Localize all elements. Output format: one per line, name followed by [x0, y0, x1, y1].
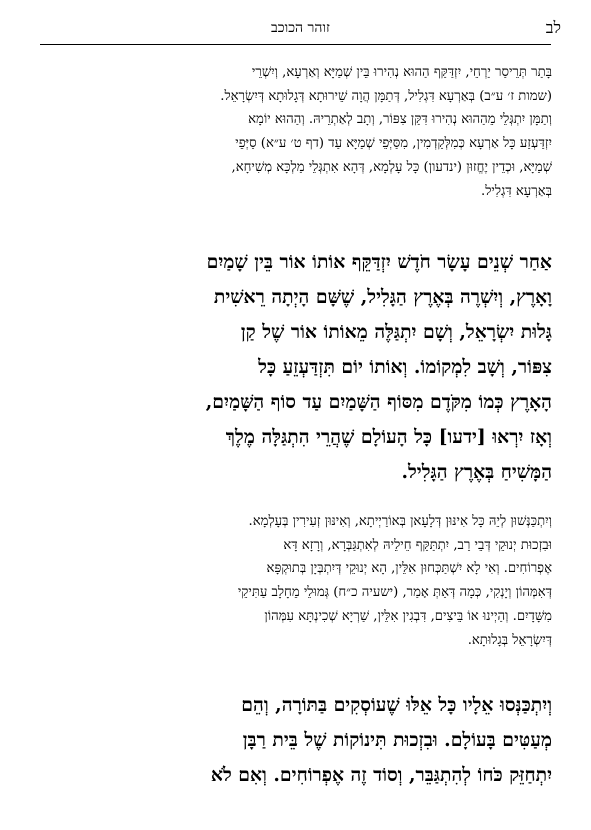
book-title: זוהר הכוכב	[271, 20, 330, 36]
text-line: בְּאַרְעָא דִּגְלִיל.	[481, 183, 552, 199]
text-line: וְיִתְכַּנְּשׁוּן לְיֵהּ כָּל אִינּוּן דְּלָעָאן בְּאוֹרַיְיתָא, וְאִינּוּן זְעִירִין בְּעָלְמָא.	[248, 514, 552, 529]
text-line: וְתַמָּן יִתְגְּלֵי מֵהַהוּא נְהִירוּ דִּקַּן צִפּוֹר, וְתָב לְאַתְרֵיהּ. וְהַהוּא יוֹמָא	[248, 112, 552, 128]
text-line: דְּיִשְׂרָאֵל בְּגָלוּתָא.	[467, 632, 552, 648]
text-line: וְאָז יִרְאוּ [ידעו] כָּל הָעוֹלָם שֶׁהֲרֵי הִתְגַּלָּה מֶלֶךְ	[225, 426, 552, 448]
text-line: בָּתַר תְּרֵיסַר יַרְחֵי, יִזְדַּקַּף הַהוּא נְהִירוּ בֵּין שְׁמַיָּא וְאַרְעָא, וְיִשְׁרֵי	[251, 65, 552, 80]
text-line: דְּאִמְּהוֹן וְיָנְקִי, כְּמָה דְּאַתְּ אָמַר, (ישעיה כ״ח) גְּמוּלֵי מֵחָלָב עַתִּיקֵי	[237, 585, 552, 601]
page-number: לב	[545, 18, 561, 37]
aramaic-paragraph-1	[40, 61, 552, 203]
text-line: אֶפְרוֹחִים. וְאִי לָא יִשְׁתַּכְּחוּן אִלֵּין, הָא יְנוּקֵי דְּיִתְבְּיָן בְּתוּקְפָּא	[266, 561, 552, 577]
text-line: מְעַטִּים בָּעוֹלָם. וּבִזְכוּת תִּינוֹקוֹת שֶׁל בֵּית רַבָּן	[242, 729, 552, 751]
text-line: צִפּוֹר, וְשָׁב לִמְקוֹמוֹ. וְאוֹתוֹ יוֹם תִּזְדַּעְזֵעַ כָּל	[258, 356, 552, 378]
hebrew-paragraph-1	[40, 245, 552, 490]
text-line: וּבִזְכוּת יְנוּקֵי דְּבֵי רַב, יִתְתַּקַּף חֵילֵיהּ לְאִתְגַּבְּרָא, וְרָזָא דָּא	[283, 537, 552, 553]
text-line: שְׁמַיָּא, וּכְדֵין יֶחֱזוּן (ינדעון) כָּל עָלְמָא, דְּהָא אִתְגְּלֵי מַלְכָּא מְשִׁיחָא,	[231, 159, 552, 175]
text-line: הַמָּשִׁיחַ בְּאֶרֶץ הַגָּלִיל.	[401, 461, 552, 483]
running-header	[40, 18, 561, 40]
text-line: יִזְדַּעְזַע כָּל אַרְעָא כְּמִלְּקַדְמִין, מִסַּיְּפֵי שְׁמַיָּא עַד (דף ט׳ ע״א) סַיְּפֵי	[235, 136, 552, 152]
text-line: אַחַר שְׁנֵים עָשָׂר חֹדֶשׁ יִזְדַּקֵּף אוֹתוֹ אוֹר בֵּין שָׁמַיִם	[206, 251, 552, 273]
header-rule	[40, 44, 551, 45]
text-line: וְיִתְכַּנְּסוּ אֵלָיו כָּל אֵלּוּ שֶׁעוֹסְקִים בַּתּוֹרָה, וְהֵם	[241, 694, 552, 716]
text-line: (שמות ז׳ ע״ב) בְּאַרְעָא דִּגְלִיל, דְּתַמָּן הֲוָה שֵׁירוּתָא דְּגָלוּתָא דְּיִשְׂרָאֵל.	[220, 88, 552, 104]
text-line: וָאָרֶץ, וְיִשְׁרֶה בְּאֶרֶץ הַגָּלִיל, שֶׁשָּׁם הָיְתָה רֵאשִׁית	[213, 286, 552, 308]
text-line: מִשָּׁדָיִם. וְהַיְינוּ אוֹ בֵּיצִים, דִּבְגִין אִלֵּין, שַׁרְיָא שְׁכִינְתָּא עִמְּהוֹן	[264, 608, 552, 624]
text-line: גָּלוּת יִשְׂרָאֵל, וְשָׁם יִתְגַּלֶּה מֵאוֹתוֹ אוֹר שֶׁל קַן	[240, 321, 552, 343]
text-line: הָאָרֶץ כְּמוֹ מִקֹּדֶם מִסּוֹף הַשָּׁמַיִם עַד סוֹף הַשָּׁמַיִם,	[205, 391, 552, 413]
text-line: יִתְחַזֵּק כֹּחוֹ לְהִתְגַּבֵּר, וְסוֹד זֶה אֶפְרוֹחִים. וְאִם לֹא	[210, 764, 552, 786]
hebrew-paragraph-2	[40, 688, 552, 793]
aramaic-paragraph-2	[40, 510, 552, 652]
